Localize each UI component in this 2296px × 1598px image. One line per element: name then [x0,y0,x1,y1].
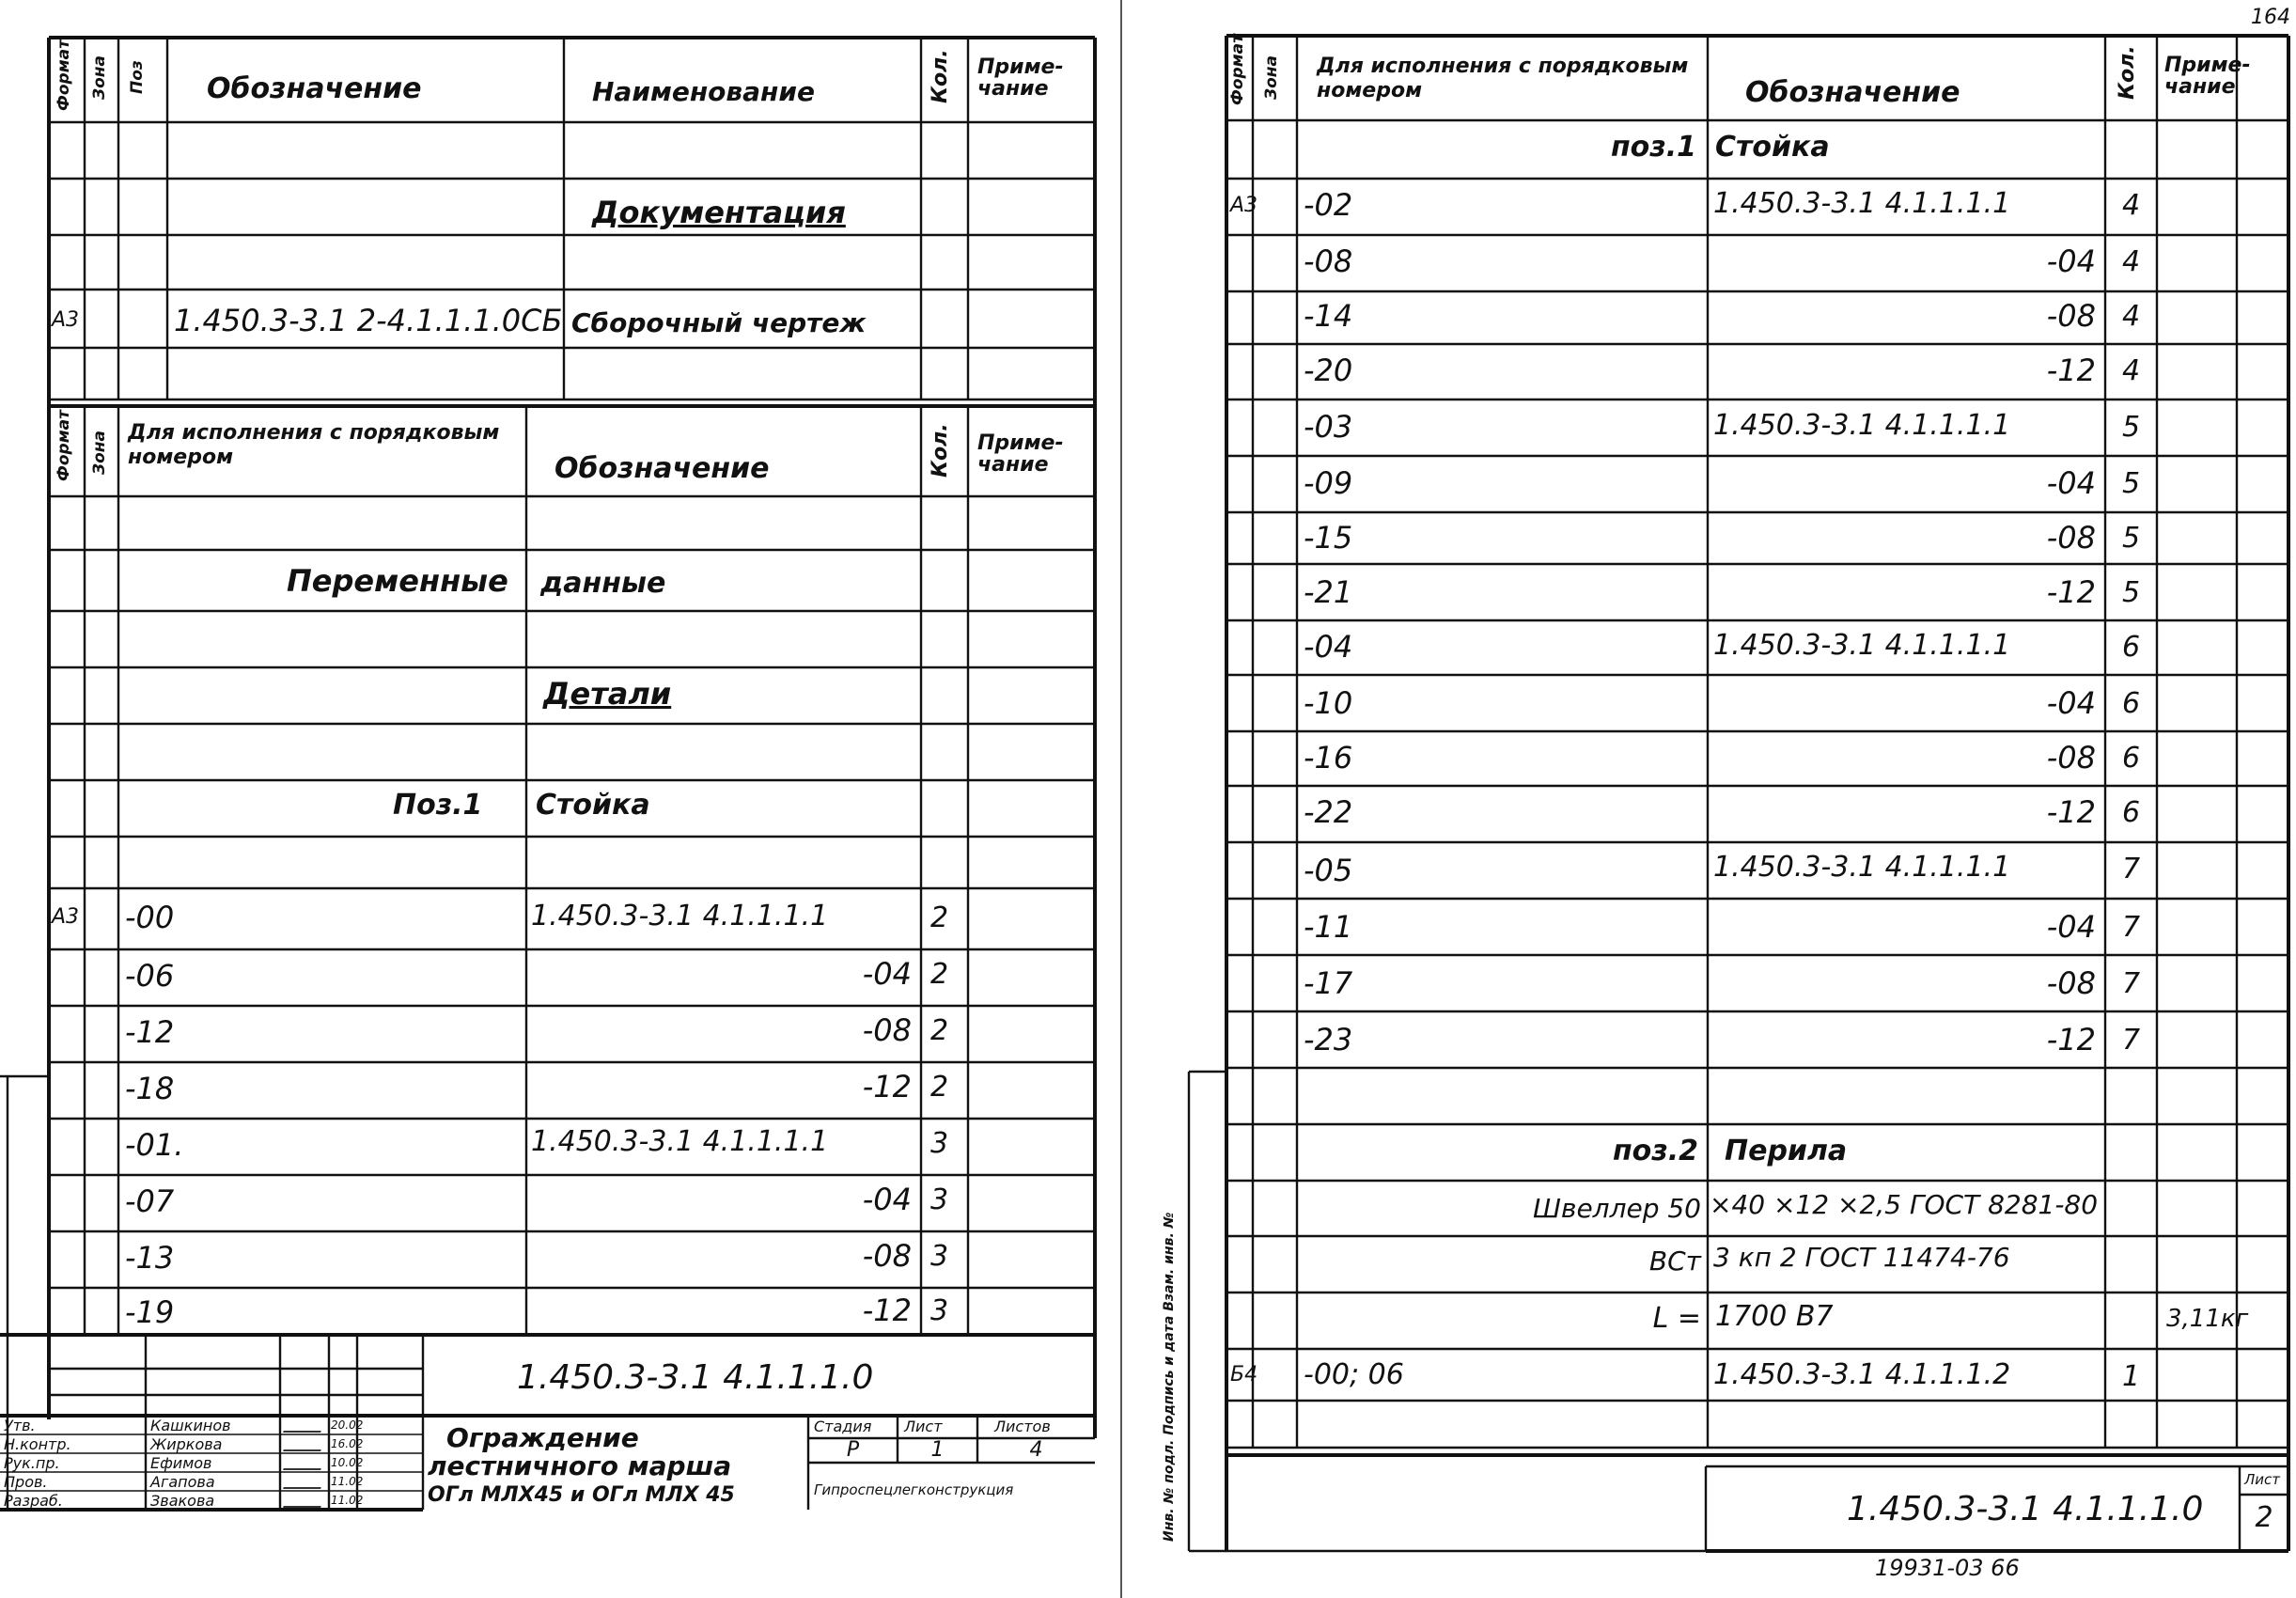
row-exec: -09 [1304,465,1353,501]
steel-label: ВСт [1648,1246,1701,1277]
row-qty: 2 [930,1014,949,1047]
row-designation: -04 [2046,685,2096,721]
header-name: Наименование [592,76,815,107]
material-spec: ×40 ×12 ×2,5 ГОСТ 8281-80 [1710,1189,2099,1220]
row-qty: 4 [2121,245,2141,278]
row-exec: -19 [125,1294,175,1330]
right-header-zone: Зона [1262,55,1281,100]
row-exec: -00 [125,900,175,935]
row-qty: 5 [2121,467,2141,500]
row-exec: -03 [1304,409,1353,445]
right-header-format: Формат [1228,34,1247,105]
row-qty: 2 [930,1071,949,1104]
row-qty: 5 [2121,576,2141,609]
person-name: Ефимов [150,1454,212,1472]
row-qty: 7 [2121,1024,2141,1057]
last-row-designation: 1.450.3-3.1 4.1.1.1.2 [1713,1358,2011,1391]
material-label: Швеллер 50 [1533,1193,1701,1224]
row-qty: 7 [2121,911,2141,944]
row-exec: -17 [1304,965,1353,1001]
row-exec: -07 [125,1183,175,1219]
right-header-qty: Кол. [2116,45,2139,100]
row-designation: -04 [862,956,912,992]
row-designation: 1.450.3-3.1 4.1.1.1.1 [531,1125,829,1158]
section-details: Детали [543,676,672,712]
row-qty: 5 [2121,411,2141,444]
right-header-designation: Обозначение [1745,76,1960,109]
row-designation: 1.450.3-3.1 4.1.1.1.1 [1713,629,2011,662]
length-value: 1700 В7 [1715,1300,1834,1333]
row-format: А3 [52,905,80,929]
sign-date: 10.02 [331,1456,364,1469]
signature [283,1436,326,1451]
row-exec: -04 [1304,629,1353,665]
header-zone: Зона [90,55,109,100]
row-format: А3 [1230,194,1258,217]
row-exec: -14 [1304,298,1353,334]
var-header-zone: Зона [90,431,109,475]
row-qty: 3 [930,1240,949,1273]
right-pos1-label: поз.1 [1610,131,1696,164]
title-line3: ОГл МЛХ45 и ОГл МЛХ 45 [428,1483,735,1507]
row-designation: -08 [862,1238,912,1274]
last-row-qty: 1 [2121,1360,2141,1393]
last-row-format: Б4 [1230,1363,1258,1386]
signature [283,1455,326,1470]
sign-date: 16.02 [331,1437,364,1450]
row-qty: 3 [930,1127,949,1160]
row-designation: -08 [2046,520,2096,556]
sheets-value: 4 [1029,1438,1043,1462]
side-stamp-label: Инв. № подл. Подпись и дата Взам. инв. № [1162,1212,1177,1542]
row-exec: -06 [125,958,175,994]
var-header-format: Формат [55,410,73,481]
row-designation: 1.450.3-3.1 4.1.1.1.1 [1713,851,2011,884]
row-designation: -04 [2046,909,2096,945]
right-pos1-name: Стойка [1715,131,1830,164]
sign-date: 11.02 [331,1494,364,1507]
row-qty: 4 [2121,354,2141,387]
title-line1: Ограждение [446,1422,639,1453]
row-designation: -08 [2046,740,2096,776]
header-designation: Обозначение [207,72,422,105]
row-designation: -12 [862,1069,912,1104]
variable-label-b: данные [540,567,666,600]
row-exec: -08 [1304,243,1353,279]
role: Рук.пр. [4,1454,60,1472]
section-documentation: Документация [592,195,846,230]
doc-format: А3 [52,308,80,332]
row-qty: 6 [2121,631,2141,664]
row-designation: 1.450.3-3.1 4.1.1.1.1 [1713,187,2011,220]
bottom-code: 19931-03 66 [1875,1555,2020,1581]
row-designation: -08 [2046,965,2096,1001]
signature [283,1493,326,1508]
row-designation: -12 [2046,794,2096,830]
row-designation: 1.450.3-3.1 4.1.1.1.1 [531,900,829,932]
row-designation: -12 [2046,1022,2096,1058]
left-doc-number: 1.450.3-3.1 4.1.1.1.0 [517,1358,874,1397]
right-doc-number: 1.450.3-3.1 4.1.1.1.0 [1847,1490,2204,1528]
sheet-label: Лист [904,1418,943,1435]
row-qty: 7 [2121,967,2141,1000]
doc-designation: 1.450.3-3.1 2-4.1.1.1.0СБ [174,303,563,338]
row-qty: 3 [930,1183,949,1216]
row-exec: -18 [125,1071,175,1106]
row-exec: -05 [1304,853,1353,888]
role: Утв. [4,1417,36,1434]
row-designation: -12 [862,1292,912,1328]
row-qty: 7 [2121,853,2141,885]
header-pos: Поз [128,60,147,94]
row-designation: -08 [2046,298,2096,334]
row-designation: -08 [862,1012,912,1048]
left-sheet [0,0,1128,1598]
row-exec: -20 [1304,352,1353,388]
signature [283,1418,326,1433]
row-designation: -04 [862,1182,912,1217]
signature [283,1474,326,1489]
sheets-label: Листов [994,1418,1051,1435]
var-header-exec: Для исполнения с порядковым номером [128,421,500,470]
pos2-label: поз.2 [1612,1135,1698,1167]
footer-sheet-label: Лист [2244,1471,2281,1488]
stage-label: Стадия [814,1418,872,1435]
row-designation: 1.450.3-3.1 4.1.1.1.1 [1713,409,2011,442]
right-header-note: Приме-чание [2164,54,2251,100]
row-designation: -12 [2046,574,2096,610]
steel-spec: 3 кп 2 ГОСТ 11474-76 [1713,1242,2010,1273]
row-designation: -04 [2046,465,2096,501]
row-designation: -12 [2046,352,2096,388]
row-exec: -02 [1304,187,1353,223]
person-name: Жиркова [150,1435,223,1453]
header-format: Формат [55,39,73,111]
row-exec: -23 [1304,1022,1353,1058]
row-qty: 5 [2121,522,2141,555]
row-qty: 6 [2121,742,2141,775]
var-header-qty: Кол. [929,423,952,478]
pos1-name: Стойка [536,789,650,822]
row-qty: 2 [930,901,949,934]
row-qty: 6 [2121,796,2141,829]
var-header-note: Приме-чание [977,431,1064,478]
header-qty: Кол. [929,49,952,103]
row-exec: -22 [1304,794,1353,830]
role: Разраб. [4,1492,63,1510]
title-line2: лестничного марша [428,1450,732,1481]
row-exec: -01. [125,1127,184,1163]
right-header-exec: Для исполнения с порядковым номером [1317,55,1689,103]
row-qty: 2 [930,958,949,991]
right-sheet [1151,0,2296,1598]
sign-date: 11.02 [331,1475,364,1488]
row-exec: -15 [1304,520,1353,556]
sheet-value: 1 [930,1438,945,1462]
pos1-label: Поз.1 [393,789,483,822]
variable-label-a: Переменные [287,563,508,599]
org-name: Гипроспецлегконструкция [814,1481,1014,1498]
page-number-mark: 164 [2251,6,2290,29]
person-name: Звакова [150,1492,215,1510]
row-exec: -10 [1304,685,1353,721]
row-exec: -16 [1304,740,1353,776]
row-designation: -04 [2046,243,2096,279]
sign-date: 20.02 [331,1418,364,1432]
var-header-designation: Обозначение [554,452,770,485]
row-qty: 4 [2121,189,2141,222]
pos2-name: Перила [1725,1135,1848,1167]
last-row-exec: -00; 06 [1304,1358,1404,1391]
person-name: Агапова [150,1473,215,1491]
row-qty: 6 [2121,687,2141,720]
header-note: Приме-чание [977,55,1064,102]
stage-value: Р [846,1438,860,1462]
doc-name: Сборочный чертеж [571,307,867,338]
footer-sheet-value: 2 [2255,1501,2273,1534]
row-exec: -21 [1304,574,1353,610]
row-exec: -13 [125,1240,175,1276]
role: Н.контр. [4,1435,71,1453]
role: Пров. [4,1473,48,1491]
row-exec: -12 [125,1014,175,1050]
person-name: Кашкинов [150,1417,231,1434]
length-label: L = [1652,1302,1701,1335]
mass-value: 3,11кг [2166,1305,2249,1333]
row-qty: 4 [2121,300,2141,333]
row-exec: -11 [1304,909,1353,945]
row-qty: 3 [930,1294,949,1327]
